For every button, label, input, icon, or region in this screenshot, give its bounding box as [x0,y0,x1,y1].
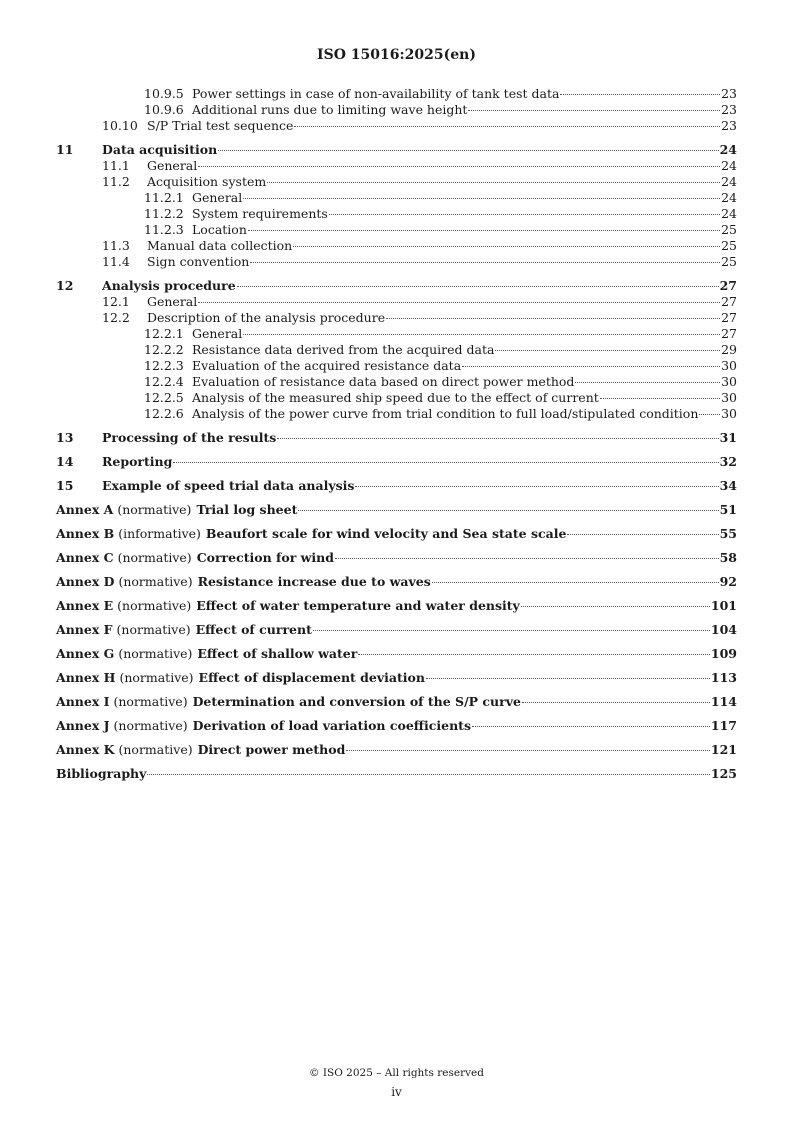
toc-entry-page: 27 [721,294,737,309]
annex-type: (normative) [117,598,192,613]
bibliography-title: Bibliography [56,766,147,781]
dot-leader [267,182,720,183]
toc-entry-number: 11.4 [102,254,130,269]
dot-leader [472,726,710,727]
annex-type: (normative) [117,502,192,517]
toc-entry-number: 11.2.1 [144,190,184,205]
toc-entry-page: 23 [721,102,737,117]
toc-annex[interactable] [56,502,737,518]
annex-type: (normative) [116,622,191,637]
dot-leader [335,558,719,559]
dot-leader [277,438,718,439]
toc-annex[interactable] [56,574,737,590]
annex-page: 109 [710,646,737,661]
toc-entry-number: 13 [56,430,74,445]
dot-leader [250,262,720,263]
toc-entry-title: Evaluation of the acquired resistance data [192,358,462,373]
toc-clause[interactable] [56,142,737,158]
toc-entry-page: 25 [721,238,737,253]
toc-entry-title: Power settings in case of non-availability of tank test data [192,86,560,101]
annex-label: Annex I [56,694,110,709]
toc-entry-number: 10.10 [102,118,138,133]
annex-title: Correction for wind [196,550,334,565]
annex-label: Annex D [56,574,115,589]
toc-entry[interactable] [56,238,737,254]
toc-entry-title: Evaluation of resistance data based on direct power method [192,374,575,389]
annex-type: (normative) [119,670,194,685]
annex-page: 58 [719,550,737,565]
toc-entry-page: 23 [721,86,737,101]
annex-title: Determination and conversion of the S/P curve [192,694,521,709]
annex-title: Direct power method [197,742,346,757]
toc-entry[interactable] [56,102,737,118]
dot-leader [329,214,720,215]
toc-entry-page: 24 [721,158,737,173]
dot-leader [218,150,718,151]
annex-label: Annex E [56,598,114,613]
toc-entry-number: 12.2.2 [144,342,184,357]
toc-entry[interactable] [56,206,737,222]
toc-entry-title: Processing of the results [102,430,277,445]
bibliography-page: 125 [710,766,737,781]
dot-leader [237,286,719,287]
toc-annex[interactable] [56,718,737,734]
toc-entry-title: Acquisition system [147,174,267,189]
toc-entry-number: 15 [56,478,74,493]
toc-entry[interactable] [56,254,737,270]
dot-leader [522,702,710,703]
annex-page: 51 [719,502,737,517]
toc-entry-page: 30 [721,406,737,421]
toc-entry[interactable] [56,358,737,374]
toc-entry-page: 24 [719,142,737,157]
toc-entry-number: 12.2.1 [144,326,184,341]
toc-entry-number: 11.1 [102,158,130,173]
annex-page: 117 [710,718,737,733]
dot-leader [495,350,720,351]
annex-title: Trial log sheet [196,502,298,517]
dot-leader [346,750,710,751]
toc-entry-page: 27 [721,310,737,325]
annex-page: 55 [719,526,737,541]
toc-entry-page: 27 [719,278,737,293]
annex-title: Effect of current [195,622,312,637]
dot-leader [294,126,720,127]
dot-leader [355,486,718,487]
dot-leader [462,366,720,367]
annex-label: Annex H [56,670,116,685]
annex-page: 92 [719,574,737,589]
dot-leader [243,198,720,199]
annex-label: Annex B [56,526,115,541]
annex-page: 121 [710,742,737,757]
toc-clause[interactable] [56,278,737,294]
toc-entry[interactable] [56,86,737,102]
annex-type: (normative) [118,742,193,757]
toc-entry[interactable] [56,342,737,358]
table-of-contents [56,86,737,782]
toc-entry-title: Location [192,222,247,237]
toc-entry[interactable] [56,174,737,190]
toc-entry-page: 24 [721,190,737,205]
toc-entry-number: 12.2.4 [144,374,184,389]
dot-leader [386,318,720,319]
annex-page: 114 [710,694,737,709]
dot-leader [147,774,710,775]
dot-leader [198,166,720,167]
toc-annex[interactable] [56,526,737,542]
toc-clause[interactable] [56,430,737,446]
annex-title: Resistance increase due to waves [197,574,431,589]
toc-entry-number: 10.9.6 [144,102,184,117]
toc-entry-page: 23 [721,118,737,133]
toc-entry-title: S/P Trial test sequence [147,118,294,133]
toc-annex[interactable] [56,550,737,566]
annex-type: (normative) [117,550,192,565]
annex-title: Effect of displacement deviation [198,670,425,685]
dot-leader [521,606,710,607]
dot-leader [248,230,720,231]
document-header: ISO 15016:2025(en) [317,47,476,63]
toc-entry-number: 11.2 [102,174,130,189]
toc-entry-title: General [147,294,198,309]
toc-entry-title: System requirements [192,206,328,221]
toc-entry-number: 10.9.5 [144,86,184,101]
dot-leader [358,654,710,655]
toc-entry-number: 12.2.6 [144,406,184,421]
annex-type: (normative) [118,646,193,661]
dot-leader [567,534,718,535]
toc-entry-number: 12.2 [102,310,130,325]
toc-entry-page: 30 [721,358,737,373]
annex-page: 104 [710,622,737,637]
toc-entry-page: 31 [719,430,737,445]
toc-entry-number: 11.3 [102,238,130,253]
toc-entry-title: Sign convention [147,254,250,269]
annex-title: Beaufort scale for wind velocity and Sea state scale [205,526,567,541]
annex-type: (normative) [113,694,188,709]
toc-entry[interactable] [56,294,737,310]
toc-entry-page: 30 [721,390,737,405]
dot-leader [699,414,720,415]
toc-entry[interactable] [56,222,737,238]
dot-leader [432,582,719,583]
toc-entry-title: Data acquisition [102,142,218,157]
annex-label: Annex F [56,622,113,637]
dot-leader [198,302,720,303]
annex-label: Annex G [56,646,115,661]
dot-leader [243,334,720,335]
toc-annex[interactable] [56,622,737,638]
toc-clause[interactable] [56,454,737,470]
annex-type: (normative) [113,718,188,733]
toc-entry[interactable] [56,158,737,174]
dot-leader [313,630,710,631]
toc-entry[interactable] [56,390,737,406]
toc-annex[interactable] [56,646,737,662]
toc-entry-number: 12.2.5 [144,390,184,405]
toc-entry-title: Resistance data derived from the acquired data [192,342,495,357]
toc-entry-title: Analysis of the measured ship speed due to the effect of current [192,390,599,405]
toc-entry-title: General [192,326,243,341]
toc-entry-title: Example of speed trial data analysis [102,478,355,493]
toc-clause[interactable] [56,478,737,494]
annex-label: Annex A [56,502,114,517]
toc-entry-page: 30 [721,374,737,389]
toc-annex[interactable] [56,694,737,710]
toc-entry-number: 12.1 [102,294,130,309]
dot-leader [298,510,718,511]
dot-leader [575,382,720,383]
toc-entry-page: 34 [719,478,737,493]
toc-entry-number: 12 [56,278,74,293]
dot-leader [426,678,710,679]
toc-entry-title: Manual data collection [147,238,293,253]
toc-annex[interactable] [56,742,737,758]
toc-entry[interactable] [56,118,737,134]
annex-title: Derivation of load variation coefficients [192,718,471,733]
toc-entry-page: 25 [721,254,737,269]
toc-entry-title: General [147,158,198,173]
annex-label: Annex J [56,718,110,733]
dot-leader [468,110,720,111]
toc-entry-title: Analysis procedure [102,278,236,293]
toc-entry-page: 25 [721,222,737,237]
toc-entry[interactable] [56,374,737,390]
annex-title: Effect of shallow water [197,646,358,661]
toc-entry-page: 29 [721,342,737,357]
toc-entry[interactable] [56,310,737,326]
dot-leader [600,398,720,399]
annex-label: Annex C [56,550,114,565]
toc-annex[interactable] [56,670,737,686]
dot-leader [293,246,720,247]
toc-entry-number: 14 [56,454,74,469]
toc-entry-page: 24 [721,206,737,221]
toc-entry-title: Additional runs due to limiting wave height [192,102,468,117]
toc-entry[interactable] [56,406,737,422]
annex-label: Annex K [56,742,115,757]
annex-type: (informative) [118,526,201,541]
toc-entry-title: Analysis of the power curve from trial condition to full load/stipulated condition [192,406,699,421]
toc-entry-title: Description of the analysis procedure [147,310,386,325]
toc-annex[interactable] [56,598,737,614]
annex-title: Effect of water temperature and water density [196,598,520,613]
toc-entry-page: 32 [719,454,737,469]
toc-bibliography[interactable] [56,766,737,782]
page-number: iv [391,1085,402,1099]
toc-entry-title: General [192,190,243,205]
toc-entry-page: 24 [721,174,737,189]
toc-entry-number: 11.2.3 [144,222,184,237]
dot-leader [560,94,720,95]
toc-entry[interactable] [56,190,737,206]
toc-entry-title: Reporting [102,454,173,469]
annex-page: 101 [710,598,737,613]
toc-entry-number: 12.2.3 [144,358,184,373]
toc-entry-number: 11.2.2 [144,206,184,221]
toc-entry-number: 11 [56,142,74,157]
annex-page: 113 [710,670,737,685]
toc-entry-page: 27 [721,326,737,341]
annex-type: (normative) [118,574,193,589]
dot-leader [173,462,718,463]
toc-entry[interactable] [56,326,737,342]
copyright-footer: © ISO 2025 – All rights reserved [309,1067,484,1079]
